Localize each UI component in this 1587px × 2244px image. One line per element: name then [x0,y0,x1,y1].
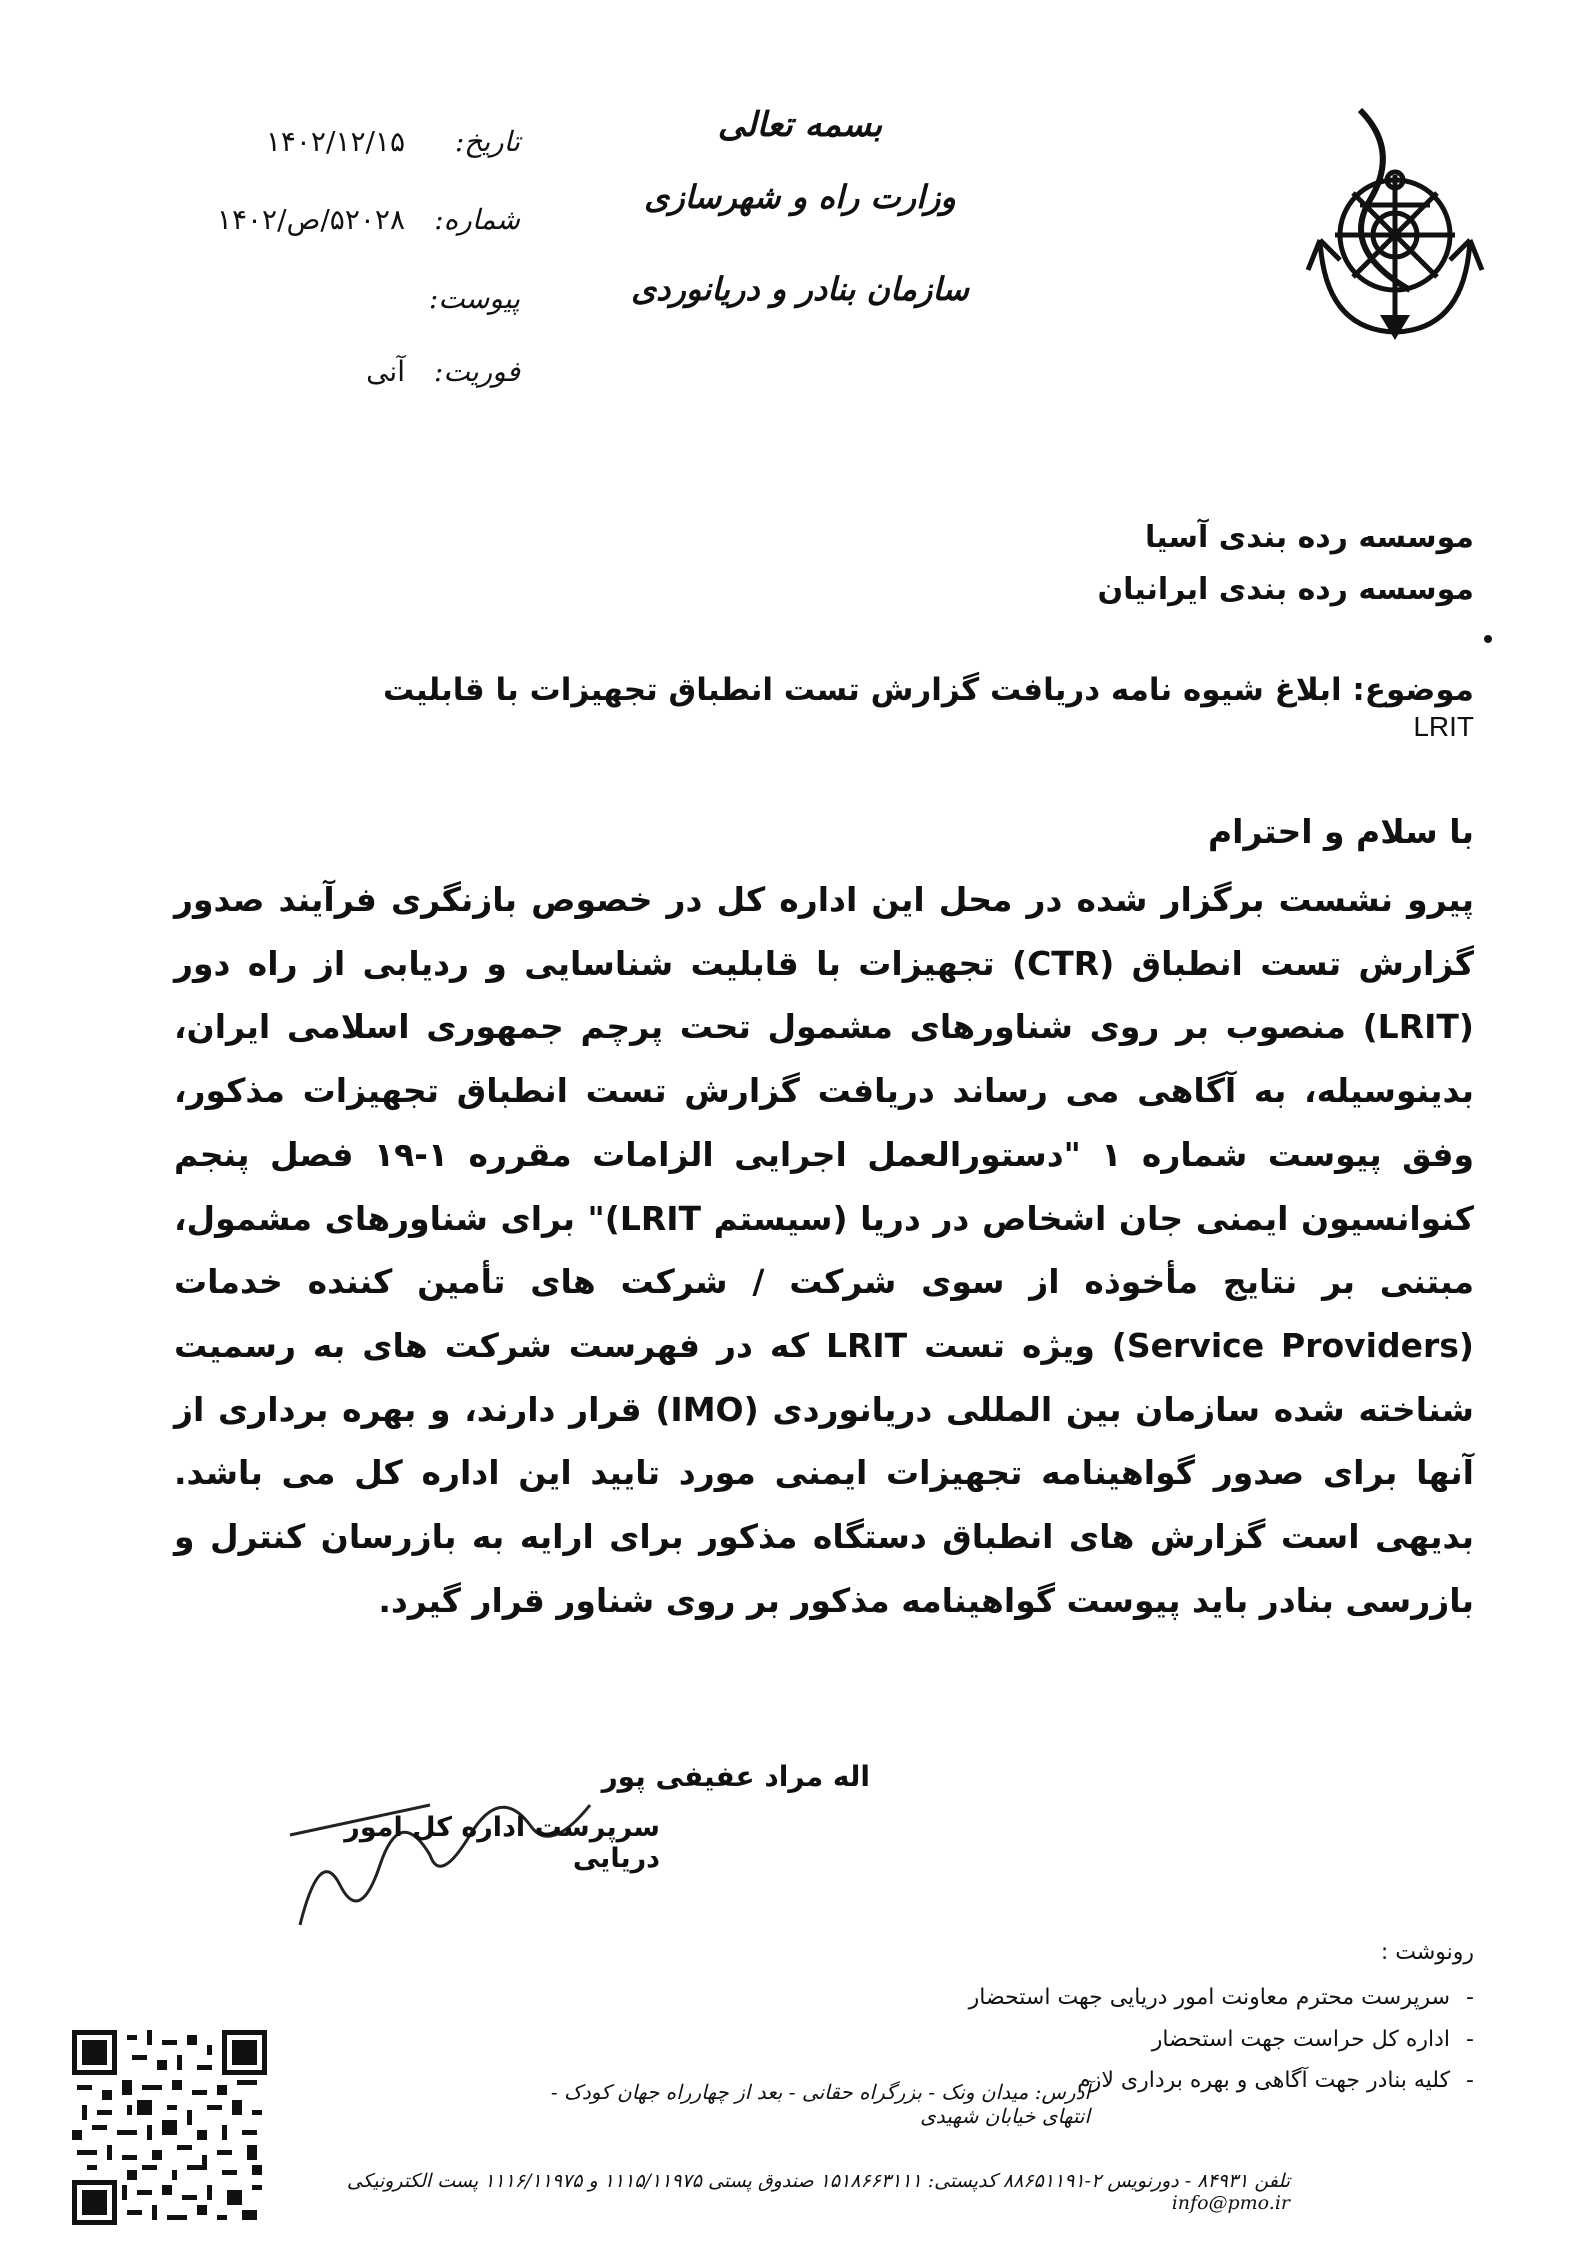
cc-item: -سرپرست محترم معاونت امور دریایی جهت استحضار [968,1985,1474,2010]
cc-item: -کلیه بنادر جهت آگاهی و بهره برداری لازم [1077,2068,1474,2093]
date-label: تاریخ: [454,125,520,158]
bullet-dot [1484,635,1492,643]
greeting: با سلام و احترام [1207,812,1474,851]
subject-label: موضوع: [1352,672,1474,708]
attachment-label: پیوست: [428,282,520,315]
number-value: ۵۲۰۲۸/ص/۱۴۰۲ [216,203,405,236]
ministry-name: وزارت راه و شهرسازی [644,178,956,216]
signatory-name: اله مراد عفیفی پور [601,1760,870,1793]
organization-name: سازمان بنادر و دریانوردی [631,270,969,308]
date-value: ۱۴۰۲/۱۲/۱۵ [265,125,405,158]
qr-code [72,2030,267,2225]
priority-value: آنی [366,355,405,388]
basmala: بسمه تعالی [717,105,883,145]
number-label: شماره: [434,203,520,236]
subject-suffix: LRIT [1413,711,1474,742]
body-paragraph: پیرو نشست برگزار شده در محل این اداره کل در خصوص بازنگری فرآیند صدور گزارش تست انطباق (CTR) تجهیزات با قابلیت شناسایی و ردیابی از راه دور (LRIT) منصوب بر روی شناورهای مشمول تحت پرچم جمهوری اسلامی ایران، بدینوسیله، به آگاهی می رساند دریافت گزارش تست انطباق تجهیزات مذکور، وفق پیوست شماره ۱ "دستورالعمل اجرایی الزامات مقرره ۱-۱۹ فصل پنجم کنوانسیون ایمنی جان اشخاص در دریا (سیستم LRIT)" برای شناورهای مشمول، مبتنی بر نتایج مأخوذه از سوی شرکت / شرکت های تأمین کننده خدمات (Service Providers) ویژه تست LRIT که در فهرست شرکت های به رسمیت شناخته شده سازمان بین المللی دریانوردی (IMO) قرار دارند، و بهره برداری از آنها برای صدور گواهینامه تجهیزات ایمنی مورد تایید این اداره کل می باشد. بدیهی است گزارش های انطباق دستگاه مذکور برای ارایه به بازرسان کنترل و بازرسی بنادر باید پیوست گواهینامه مذکور بر روی شناور قرار گیرد. [174,880,1475,1620]
organization-logo [1300,70,1500,350]
cc-item: -اداره کل حراست جهت استحضار [1151,2027,1474,2052]
priority-label: فوریت: [433,355,520,388]
cc-heading: رونوشت : [1380,1940,1474,1965]
footer-address: آدرس: میدان ونک - بزرگراه حقانی - بعد از چهارراه جهان کودک - انتهای خیابان شهیدی [550,2080,1090,2128]
recipient-2: موسسه رده بندی ایرانیان [1097,572,1474,607]
subject-text: ابلاغ شیوه نامه دریافت گزارش تست انطباق تجهیزات با قابلیت [383,672,1342,708]
footer-contact: تلفن ۸۴۹۳۱ - دورنویس ۲-۸۸۶۵۱۱۹۱ کدپستی: ۱۵۱۸۶۶۳۱۱۱ صندوق پستی ۱۱۱۵/۱۱۹۷۵ و ۱۱۱۶/۱۱۹۷۵ پست الکترونیکی info@pmo.ir [346,2170,1290,2214]
recipient-1: موسسه رده بندی آسیا [1145,520,1474,555]
subject-line [374,672,1474,744]
signatory-title: سرپرست اداره کل امور دریایی [344,1812,660,1874]
